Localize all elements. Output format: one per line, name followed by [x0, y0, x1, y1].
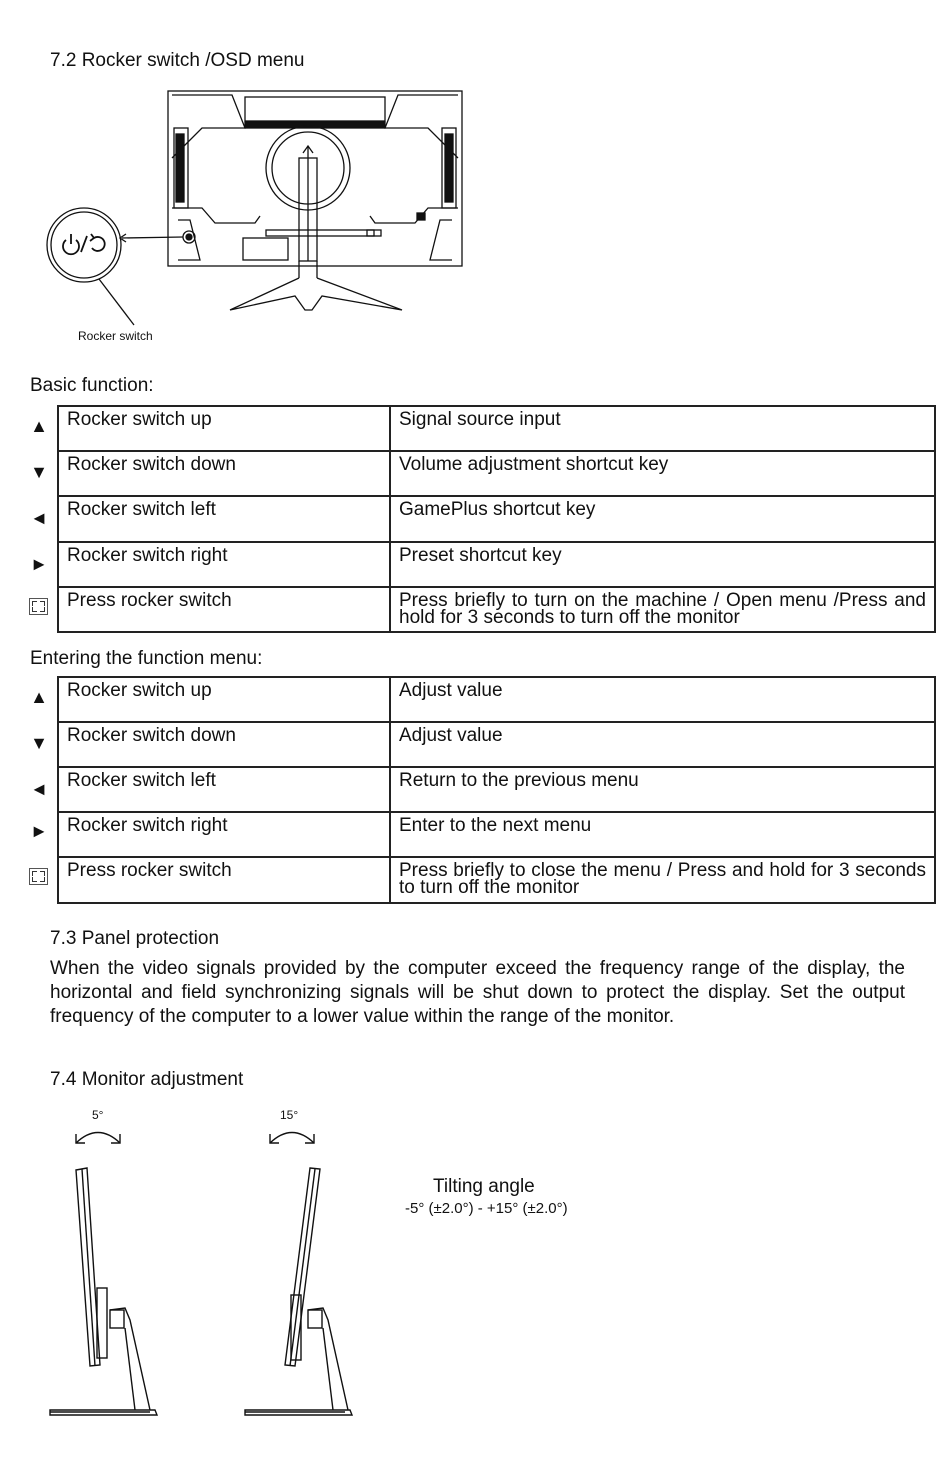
tilt-side-view-illustration [40, 1120, 370, 1425]
panel-protection-text: When the video signals provided by the computer exceed the frequency range of the display, the horizontal and field synchronizing signals will be shut down to protect the display. Set the output frequency of the computer to a lower value within the range of the monitor. [50, 958, 905, 1027]
table-row [58, 677, 935, 722]
right-arrow-icon: ► [30, 821, 48, 841]
table-row [58, 722, 935, 767]
down-arrow-icon: ▼ [30, 462, 48, 482]
tilt-back-angle: 5° [92, 1108, 104, 1122]
right-arrow-icon: ► [30, 554, 48, 574]
table-row [58, 767, 935, 812]
action-cell: Press rocker switch [58, 857, 390, 903]
tilting-angle-range: -5° (±2.0°) - +15° (±2.0°) [405, 1200, 568, 1217]
result-cell: Preset shortcut key [390, 542, 935, 587]
action-cell: Rocker switch down [58, 451, 390, 496]
table-row [58, 587, 935, 632]
left-arrow-icon: ◄ [30, 508, 48, 528]
tilt-forward-angle: 15° [280, 1108, 299, 1122]
result-cell: Return to the previous menu [390, 767, 935, 812]
table-row [58, 496, 935, 542]
action-cell: Rocker switch left [58, 767, 390, 812]
up-arrow-icon: ▲ [30, 416, 48, 436]
table-row [58, 406, 935, 451]
action-cell: Rocker switch left [58, 496, 390, 542]
result-cell: Volume adjustment shortcut key [390, 451, 935, 496]
section-7-4-title: 7.4 Monitor adjustment [50, 1069, 244, 1090]
result-cell: Adjust value [390, 677, 935, 722]
left-arrow-icon: ◄ [30, 779, 48, 799]
monitor-rear-illustration [40, 88, 470, 348]
result-cell: Adjust value [390, 722, 935, 767]
result-cell: Press briefly to close the menu / Press and hold for 3 seconds to turn off the monitor [390, 857, 935, 903]
section-7-3-title: 7.3 Panel protection [50, 928, 220, 949]
action-cell: Press rocker switch [58, 587, 390, 632]
table-row [58, 857, 935, 903]
table-row [58, 542, 935, 587]
action-cell: Rocker switch up [58, 406, 390, 451]
result-cell: Press briefly to turn on the machine / Open menu /Press and hold for 3 seconds to turn off the monitor [390, 587, 935, 632]
action-cell: Rocker switch up [58, 677, 390, 722]
rocker-switch-label: Rocker switch [78, 329, 153, 343]
function-menu-table [57, 676, 936, 904]
function-menu-title: Entering the function menu: [30, 648, 263, 669]
up-arrow-icon: ▲ [30, 687, 48, 707]
basic-function-title: Basic function: [30, 375, 154, 396]
action-cell: Rocker switch right [58, 812, 390, 857]
section-7-2-title: 7.2 Rocker switch /OSD menu [50, 50, 305, 71]
press-icon [29, 598, 48, 615]
result-cell: Enter to the next menu [390, 812, 935, 857]
tilting-angle-title: Tilting angle [433, 1176, 535, 1197]
table-row [58, 451, 935, 496]
power-back-icon [63, 234, 105, 254]
action-cell: Rocker switch right [58, 542, 390, 587]
action-cell: Rocker switch down [58, 722, 390, 767]
basic-function-table [57, 405, 936, 633]
press-icon [29, 868, 48, 885]
result-cell: Signal source input [390, 406, 935, 451]
table-row [58, 812, 935, 857]
result-cell: GamePlus shortcut key [390, 496, 935, 542]
down-arrow-icon: ▼ [30, 733, 48, 753]
